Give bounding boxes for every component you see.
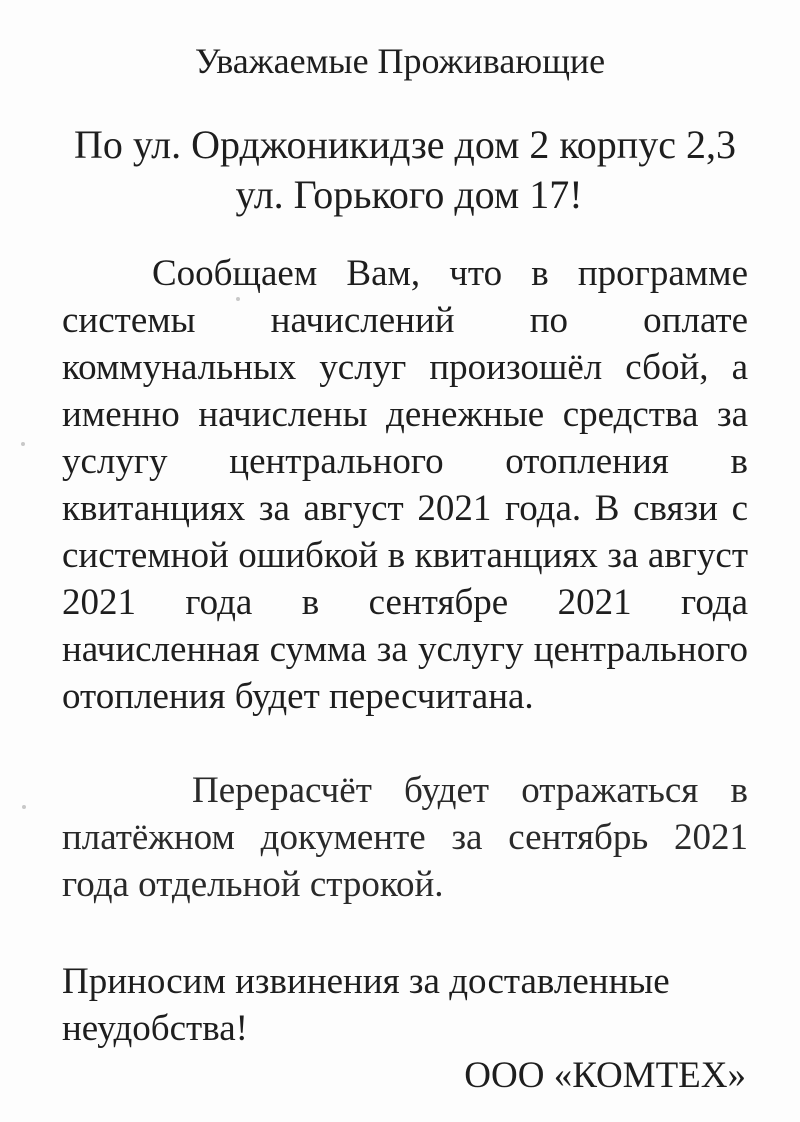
notice-paragraph-recalculation: Перерасчёт будет отражаться в платёжном документе за сентябрь 2021 года отдельной строкой.: [62, 770, 748, 905]
company-signature: ООО «КОМТЕХ»: [464, 1055, 746, 1096]
scan-speck: [21, 442, 25, 446]
scan-speck: [22, 805, 26, 809]
address-line-1: По ул. Орджоникидзе дом 2 корпус 2,3: [74, 122, 736, 167]
notice-paragraph-main: Сообщаем Вам, что в программе системы начислений по оплате коммунальных услуг произошёл сбой, а именно начислены денежные средства за услугу центрального отопления в квитанциях за август 2021 года. В связи с системной ошибкой в квитанциях за август 2021 года в сентябре 2021 года начисленная сумма за услугу центрального отопления будет пересчитана.: [62, 253, 748, 717]
apology-paragraph: Приносим извинения за доставленные неудобства!: [62, 961, 670, 1049]
address-line-2: ул. Горького дом 17!: [235, 172, 583, 217]
address-block: [0, 120, 800, 220]
greeting-heading: Уважаемые Проживающие: [194, 41, 606, 81]
